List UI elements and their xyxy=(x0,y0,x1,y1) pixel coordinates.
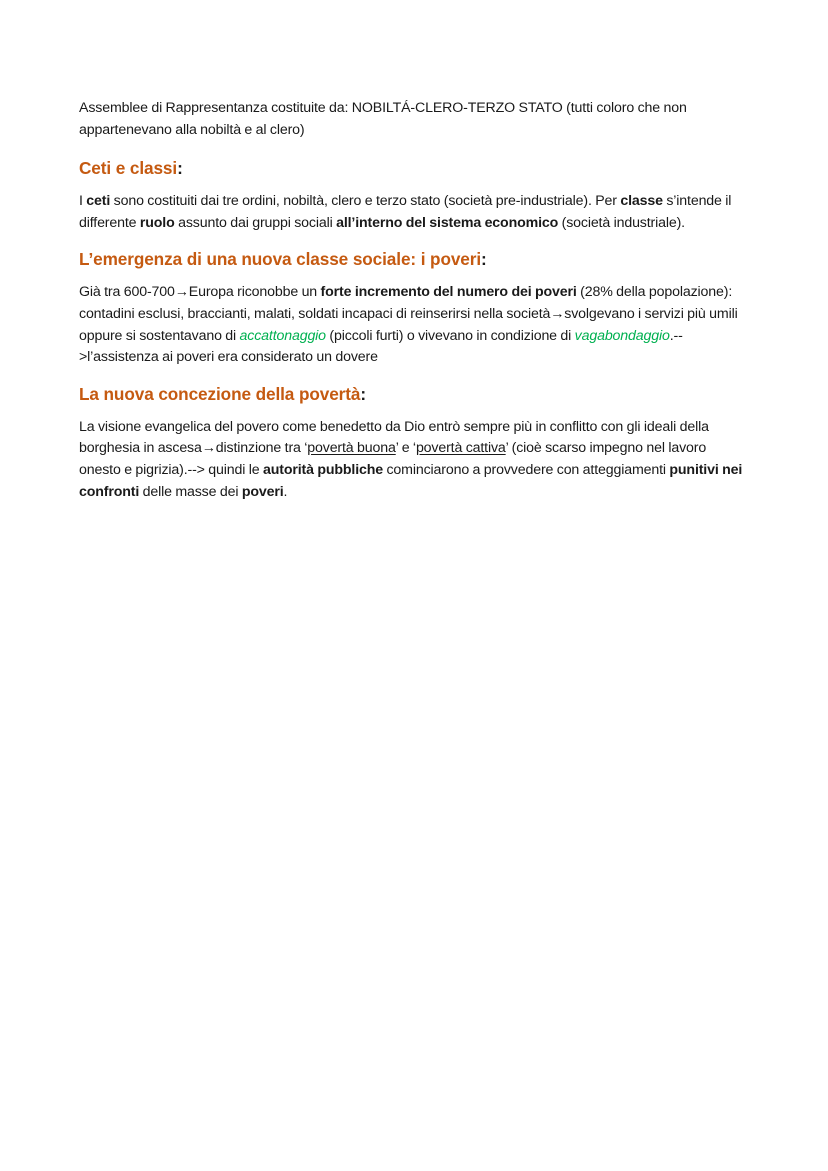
intro-text: Assemblee di Rappresentanza costituite da: NOBILTÁ-CLERO-TERZO STATO (tutti coloro che non appartenevano alla nobiltà e al clero) xyxy=(79,100,687,138)
bold-term-ruolo: ruolo xyxy=(139,214,175,231)
text-run: La visione evangelica del povero come benedetto da Dio entrò sempre più in conflitto con gli ideali della borghesia in ascesa→distinzione tra ‘ xyxy=(79,418,709,457)
text-run: (società industriale). xyxy=(558,214,685,231)
bold-term-punitivi: punitivi nei confronti xyxy=(79,461,743,500)
text-run: s’intende il differente xyxy=(79,193,732,231)
section-heading-ceti-e-classi xyxy=(79,156,751,180)
heading-colon: : xyxy=(360,383,366,404)
text-run: delle masse dei xyxy=(139,483,242,500)
text-run: sono costituiti dai tre ordini, nobiltà, clero e terzo stato (società pre-industriale). Per xyxy=(110,193,621,210)
bold-term-incremento-poveri: forte incremento del numero dei poveri xyxy=(320,284,577,301)
section-heading-nuova-classe-sociale xyxy=(79,247,751,271)
document-page xyxy=(79,98,751,503)
underlined-term-poverta-buona: povertà buona xyxy=(307,440,396,457)
bold-term-classe: classe xyxy=(620,193,663,210)
heading-text: La nuova concezione della povertà xyxy=(79,383,361,404)
heading-colon: : xyxy=(177,158,183,179)
bold-term-poveri: poveri xyxy=(241,483,284,500)
text-run: . xyxy=(283,483,288,500)
section-paragraph-ceti-e-classi xyxy=(79,191,751,234)
text-run: assunto dai gruppi sociali xyxy=(174,214,337,231)
section-paragraph-nuova-concezione xyxy=(79,417,751,503)
text-run: cominciarono a provvedere con atteggiamenti xyxy=(382,461,670,478)
underlined-term-poverta-cattiva: povertà cattiva xyxy=(415,440,506,457)
bold-term-sistema-economico: all’interno del sistema economico xyxy=(336,214,559,231)
heading-colon: : xyxy=(481,249,487,270)
text-run: ’ (cioè scarso impegno nel lavoro onesto e pigrizia).--> quindi le xyxy=(79,440,707,478)
heading-text: Ceti e classi xyxy=(79,158,178,179)
section-paragraph-nuova-classe-sociale xyxy=(79,282,751,368)
green-term-vagabondaggio: vagabondaggio xyxy=(574,327,670,344)
text-run: ’ e ‘ xyxy=(395,440,416,457)
text-run: .-->l’assistenza ai poveri era considerato un dovere xyxy=(79,327,683,366)
heading-text: L’emergenza di una nuova classe sociale: i poveri xyxy=(79,249,482,270)
text-run: I xyxy=(79,193,87,210)
intro-paragraph xyxy=(79,98,751,141)
text-run: (28% della popolazione): contadini esclusi, braccianti, malati, soldati incapaci di reinserirsi nella società→svolgevano i servizi più umili oppure si sostentavano di xyxy=(79,284,738,344)
section-heading-nuova-concezione xyxy=(79,382,751,406)
text-run: (piccoli furti) o vivevano in condizione di xyxy=(325,327,575,344)
bold-term-ceti: ceti xyxy=(86,193,111,210)
text-run: Già tra 600-700→Europa riconobbe un xyxy=(79,284,321,301)
green-term-accattonaggio: accattonaggio xyxy=(239,327,326,344)
bold-term-autorita-pubbliche: autorità pubbliche xyxy=(263,461,383,478)
